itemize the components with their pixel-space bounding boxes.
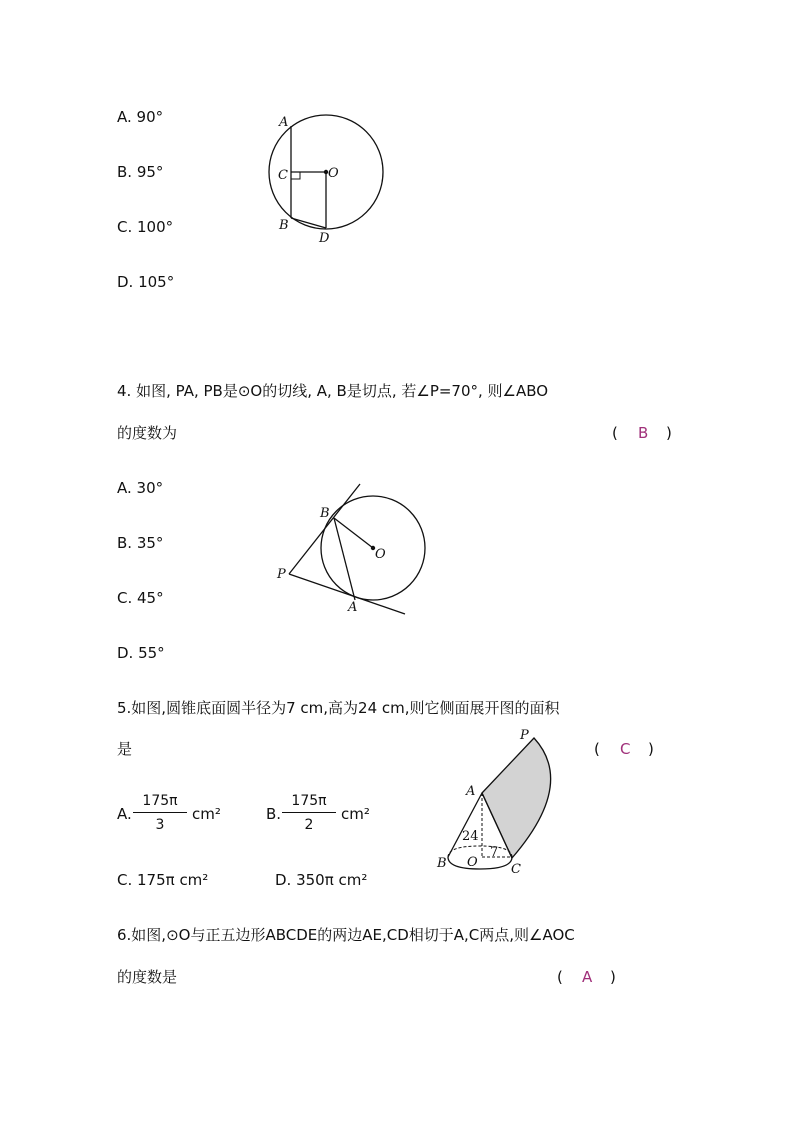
q5-cone-slant-left xyxy=(448,793,482,857)
q6-answer: A xyxy=(582,968,593,986)
q5-option-a-prefix: A. xyxy=(117,805,132,823)
q6-answer-paren-close: ) xyxy=(610,968,616,986)
q3-label-c: C xyxy=(278,168,288,183)
q4-stem-line2: 的度数为 xyxy=(117,424,178,442)
q4-label-o: O xyxy=(375,547,386,562)
q4-label-a: A xyxy=(348,600,358,615)
q6-stem-line2: 的度数是 xyxy=(117,968,178,986)
q5-answer-paren-close: ) xyxy=(648,740,654,758)
q5-answer: C xyxy=(620,740,631,758)
q5-label-p: P xyxy=(520,728,529,743)
q4-answer-paren-open: ( xyxy=(612,424,618,442)
q5-option-b-denominator: 2 xyxy=(304,817,314,833)
q4-label-b: B xyxy=(320,506,330,521)
q5-option-b-numerator: 175π xyxy=(282,793,336,813)
q4-option-c: C. 45° xyxy=(117,589,164,607)
q5-option-d: D. 350π cm² xyxy=(275,871,368,889)
q5-label-radius: 7 xyxy=(490,845,499,860)
q3-option-d: D. 105° xyxy=(117,273,175,291)
q5-label-a: A xyxy=(466,784,476,799)
q3-label-d: D xyxy=(319,231,330,246)
q5-label-height: 24 xyxy=(462,829,479,844)
q4-option-d: D. 55° xyxy=(117,644,165,662)
q5-option-a-unit: cm² xyxy=(192,805,221,823)
q5-sector-shaded xyxy=(482,738,551,858)
q5-answer-paren-open: ( xyxy=(594,740,600,758)
q4-option-b: B. 35° xyxy=(117,534,164,552)
q4-answer: B xyxy=(638,424,649,442)
q5-option-a-numerator: 175π xyxy=(133,793,187,813)
q6-answer-paren-open: ( xyxy=(557,968,563,986)
q4-option-a: A. 30° xyxy=(117,479,164,497)
q5-option-b-prefix: B. xyxy=(266,805,282,823)
q3-label-o: O xyxy=(328,166,339,181)
q3-option-a: A. 90° xyxy=(117,108,164,126)
q5-label-o: O xyxy=(467,855,478,870)
q6-stem-line1: 6.如图,⊙O与正五边形ABCDE的两边AE,CD相切于A,C两点,则∠AOC xyxy=(117,926,575,944)
q3-option-b: B. 95° xyxy=(117,163,164,181)
q5-stem-line2: 是 xyxy=(117,740,133,758)
q5-option-c: C. 175π cm² xyxy=(117,871,209,889)
q3-label-a: A xyxy=(279,115,289,130)
q5-base-ellipse-front xyxy=(448,857,512,869)
q4-label-p: P xyxy=(277,567,286,582)
q3-option-c: C. 100° xyxy=(117,218,174,236)
q5-label-b: B xyxy=(437,856,447,871)
q5-stem-line1: 5.如图,圆锥底面圆半径为7 cm,高为24 cm,则它侧面展开图的面积 xyxy=(117,699,560,717)
q5-label-c: C xyxy=(511,862,521,877)
q3-label-b: B xyxy=(279,218,289,233)
q5-option-b-unit: cm² xyxy=(341,805,370,823)
q4-answer-paren-close: ) xyxy=(666,424,672,442)
q5-option-a-denominator: 3 xyxy=(155,817,165,833)
q4-stem-line1: 4. 如图, PA, PB是⊙O的切线, A, B是切点, 若∠P=70°, 则∠ABO xyxy=(117,382,549,400)
q5-base-ellipse-back xyxy=(448,846,512,857)
